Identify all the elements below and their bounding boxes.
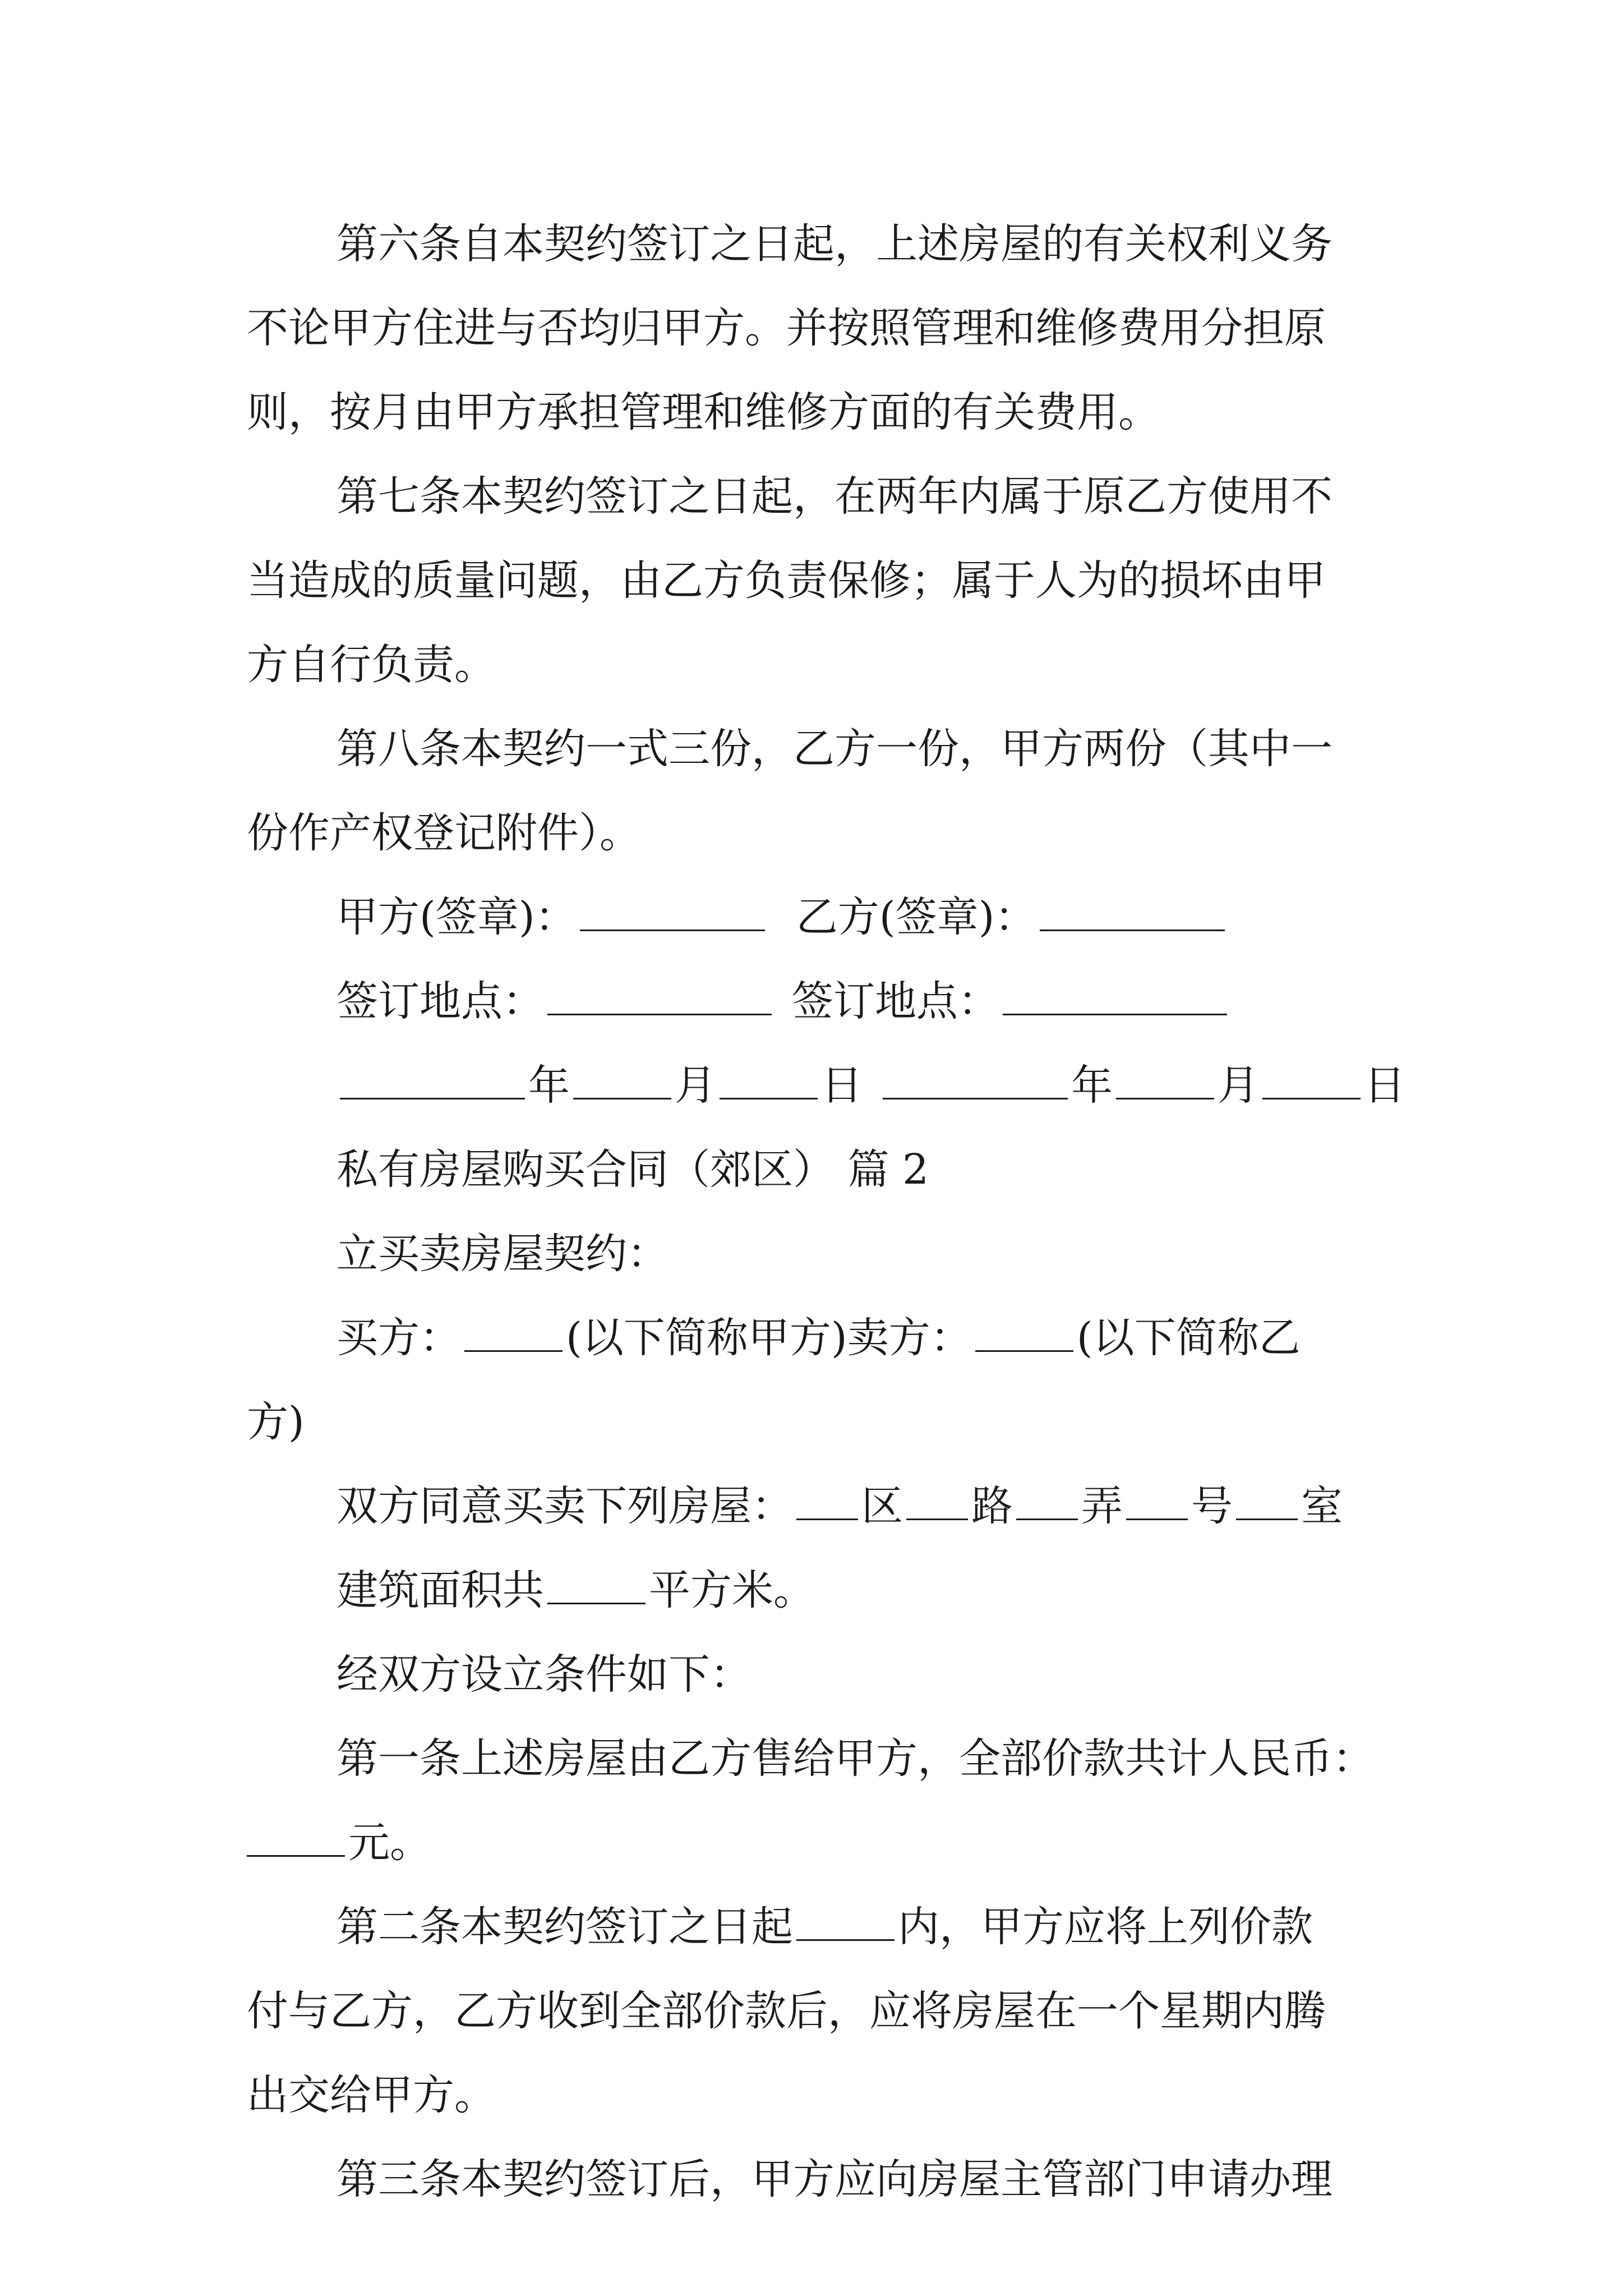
signature-row	[247, 875, 1391, 959]
article-2-suffix: 内，甲方应将上列价款	[898, 1903, 1313, 1951]
article-8-line-2: 份作产权登记附件）。	[247, 809, 641, 857]
area-prefix: 建筑面积共	[336, 1566, 544, 1614]
place-a-label: 签订地点：	[336, 977, 544, 1025]
article-6-line-3: 则，按月由甲方承担管理和维修方面的有关费用。	[247, 388, 1160, 436]
article-2-line-1	[247, 1885, 1391, 1969]
date-b-year-label: 年	[1071, 1061, 1113, 1110]
price-suffix: 元。	[348, 1819, 431, 1867]
area-blank	[547, 1563, 645, 1604]
article-7-line-1: 第七条本契约签订之日起，在两年内属于原乙方使用不	[336, 472, 1332, 521]
article-2-line-2: 付与乙方，乙方收到全部价款后，应将房屋在一个星期内腾	[247, 1987, 1326, 2035]
buyer-blank	[464, 1311, 562, 1352]
article-3-line-1: 第三条本契约签订后，甲方应向房屋主管部门申请办理	[336, 2155, 1332, 2203]
area-row	[247, 1548, 1391, 1632]
place-a-blank	[547, 974, 772, 1015]
article-8-line-1: 第八条本契约一式三份，乙方一份，甲方两份（其中一	[336, 725, 1332, 773]
payment-period-blank	[796, 1900, 895, 1941]
article-6-line-2: 不论甲方住进与否均归甲方。并按照管理和维修费用分担原	[247, 304, 1326, 352]
district-blank	[796, 1479, 858, 1520]
agree-prefix: 双方同意买卖下列房屋：	[336, 1482, 793, 1530]
date-a-day-blank	[720, 1059, 818, 1099]
article-7-line-3: 方自行负责。	[247, 641, 496, 689]
date-b-month-blank	[1116, 1059, 1214, 1099]
date-row	[247, 1043, 1405, 1128]
property-row	[247, 1464, 1391, 1548]
date-a-day-label: 日	[821, 1061, 863, 1110]
article-1-line-1: 第一条上述房屋由乙方售给甲方，全部价款共计人民币：	[336, 1734, 1374, 1783]
seller-suffix: (以下简称乙	[1076, 1314, 1301, 1362]
document-page	[247, 202, 1405, 2221]
article-2-line-3: 出交给甲方。	[247, 2071, 496, 2119]
date-b-day-blank	[1262, 1059, 1361, 1099]
conditions-heading: 经双方设立条件如下：	[336, 1650, 751, 1699]
lane-blank	[1016, 1479, 1078, 1520]
date-b-year-blank	[883, 1059, 1068, 1099]
date-a-month-label: 月	[675, 1061, 716, 1110]
buyer-label: 买方：	[336, 1314, 461, 1362]
article-7-line-2: 当造成的质量问题，由乙方负责保修；属于人为的损坏由甲	[247, 556, 1326, 605]
place-b-label: 签订地点：	[792, 977, 999, 1025]
district-label: 区	[861, 1482, 903, 1530]
party-b-sign-blank	[1040, 890, 1225, 931]
seller-suffix-continued: 方)	[247, 1398, 305, 1446]
lane-label: 弄	[1081, 1482, 1123, 1530]
place-b-blank	[1003, 974, 1227, 1015]
article-2-prefix: 第二条本契约签订之日起	[336, 1903, 793, 1951]
road-blank	[906, 1479, 968, 1520]
date-b-month-label: 月	[1218, 1061, 1259, 1110]
party-b-sign-label: 乙方(签章)：	[796, 893, 1036, 941]
article-1-line-2	[247, 1801, 1391, 1885]
area-suffix: 平方米。	[649, 1566, 815, 1614]
section-2-intro: 立买卖房屋契约：	[336, 1230, 668, 1278]
buyer-seller-row	[247, 1296, 1391, 1380]
date-b-day-label: 日	[1364, 1061, 1405, 1110]
number-label: 号	[1191, 1482, 1233, 1530]
date-a-year-label: 年	[528, 1061, 570, 1110]
article-6-line-1: 第六条自本契约签订之日起，上述房屋的有关权利义务	[336, 220, 1332, 268]
section-2-title: 私有房屋购买合同（郊区） 篇 2	[336, 1145, 929, 1194]
room-label: 室	[1301, 1482, 1343, 1530]
road-label: 路	[971, 1482, 1013, 1530]
date-a-month-blank	[573, 1059, 671, 1099]
price-blank	[247, 1816, 345, 1857]
buyer-suffix: (以下简称甲方)卖方：	[566, 1314, 972, 1362]
number-blank	[1126, 1479, 1188, 1520]
place-row	[247, 959, 1391, 1043]
party-a-sign-blank	[580, 890, 765, 931]
party-a-sign-label: 甲方(签章)：	[336, 893, 577, 941]
room-blank	[1236, 1479, 1298, 1520]
seller-blank	[975, 1311, 1073, 1352]
date-a-year-blank	[340, 1059, 525, 1099]
